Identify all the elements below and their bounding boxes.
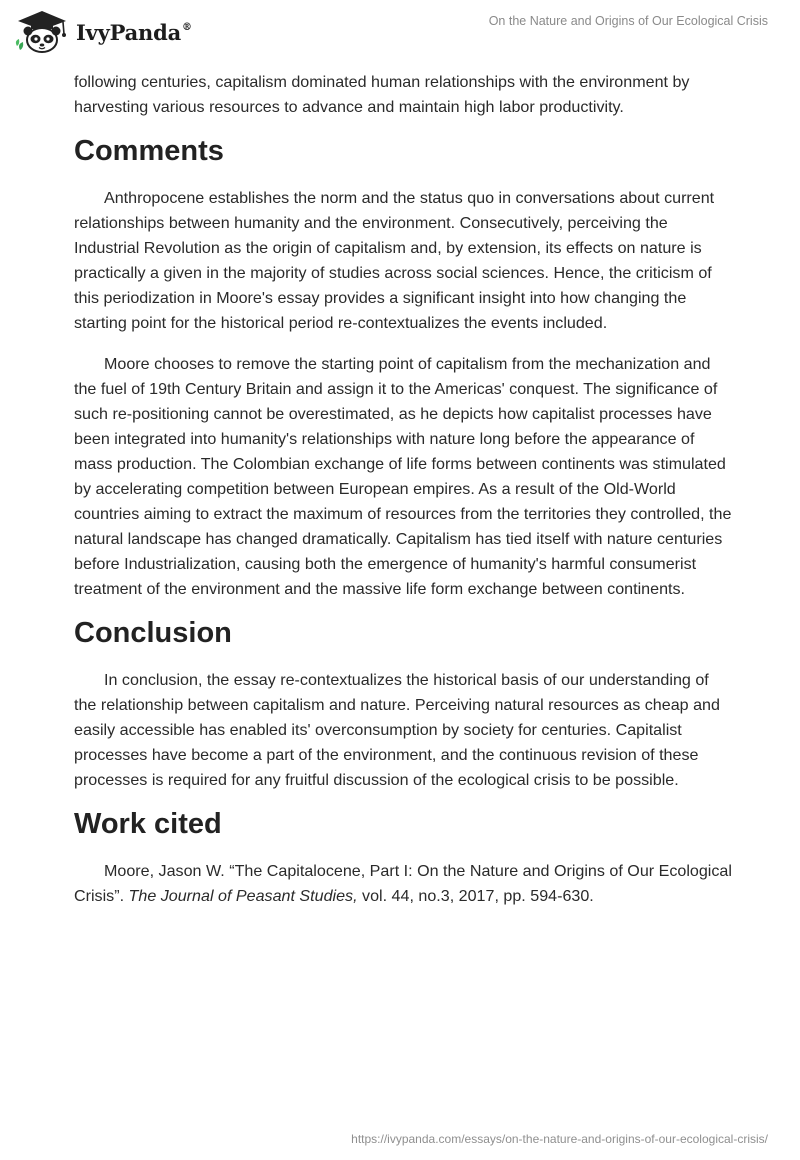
conclusion-paragraph: In conclusion, the essay re-contextualizes the historical basis of our understanding of the relationship between capitalism and nature. Perceiving natural resources as cheap and easily accessible has enabled its' overconsumption by society for centuries. Capitalist processes have become a part of the environment, and the continuous revision of these processes is required for any fruitful discussion of the ecological crisis to be possible. [74, 671, 720, 789]
comments-paragraph: Moore chooses to remove the starting point of capitalism from the mechanization and the fuel of 19th Century Britain and assign it to the Americas' conquest. The significance of such re-positioning cannot be overestimated, as he depicts how capitalist processes have been integrated into humanity's relationships with nature long before the appearance of mass production. The Colombian exchange of life forms between continents was stimulated by accelerating competition between European empires. As a result of the Old-World countries aiming to extract the maximum of resources from the territories they controlled, the natural landscape has changed dramatically. Capitalism has tied itself with nature centuries before Industrialization, causing both the emergence of humanity's harmful consumerist treatment of the environment and the massive life form exchange between continents. [74, 355, 732, 598]
conclusion-heading: Conclusion [74, 617, 232, 649]
panda-graduate-icon [14, 8, 70, 54]
comments-paragraph: Anthropocene establishes the norm and the status quo in conversations about current relationships between humanity and the environment. Consecutively, perceiving the Industrial Revolution as the origin of capitalism and, by extension, its effects on nature is practically a given in the majority of studies across social sciences. Hence, the criticism of this periodization in Moore's essay provides a significant insight into how changing the starting point for the historical period re-contextualizes the events included. [74, 189, 715, 332]
essay-content [74, 70, 734, 909]
citation-journal: The Journal of Peasant Studies, [128, 887, 358, 905]
citation-details: vol. 44, no.3, 2017, pp. 594-630. [357, 887, 594, 905]
comments-heading: Comments [74, 135, 224, 167]
work-cited-heading: Work cited [74, 808, 222, 840]
source-url[interactable]: https://ivypanda.com/essays/on-the-nature-and-origins-of-our-ecological-crisis/ [351, 1132, 768, 1146]
intro-paragraph: following centuries, capitalism dominated human relationships with the environment by harvesting various resources to advance and maintain high labor productivity. [74, 73, 690, 116]
citation-entry [74, 859, 734, 909]
page-header [0, 0, 800, 60]
brand-name: IvyPanda® [76, 19, 192, 45]
ivypanda-logo[interactable] [14, 8, 192, 54]
document-title: On the Nature and Origins of Our Ecological Crisis [488, 14, 768, 28]
citation-author-title: Moore, Jason W. “The Capitalocene, Part I: On the Nature and Origins of Our Ecological Crisis”. [74, 862, 732, 905]
